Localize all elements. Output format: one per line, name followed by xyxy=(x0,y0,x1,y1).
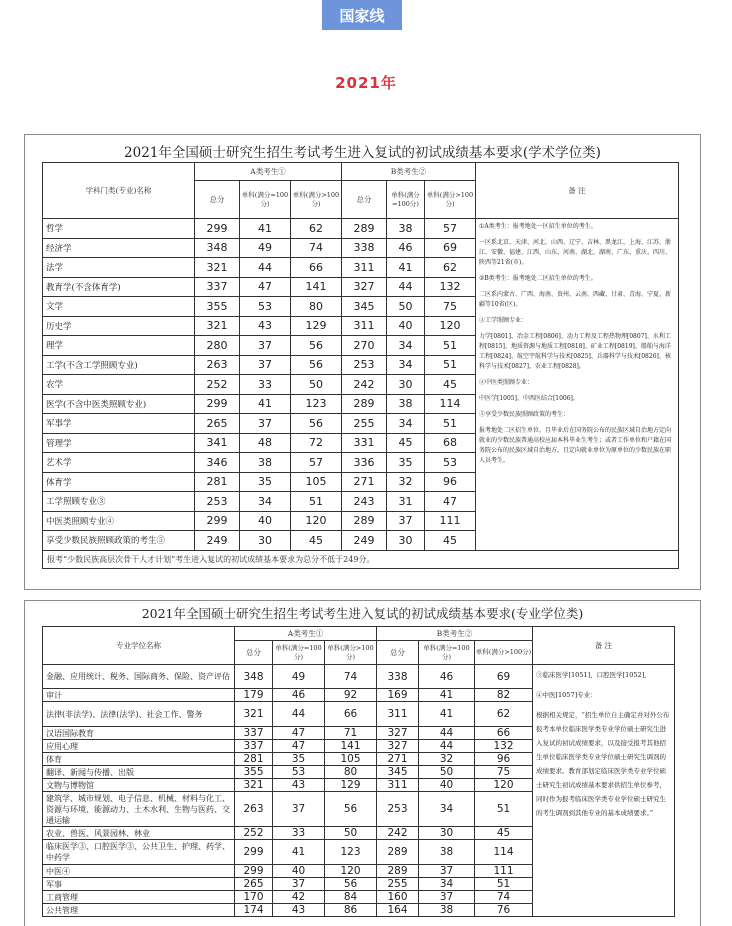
score-a-0: 265 xyxy=(195,414,240,434)
score-a-2: 129 xyxy=(325,779,377,792)
score-b-0: 311 xyxy=(342,316,387,336)
score-b-0: 243 xyxy=(342,492,387,512)
score-a-1: 34 xyxy=(240,492,291,512)
note-line: ④中医[1057]专业： xyxy=(536,691,597,699)
score-a-0: 253 xyxy=(195,492,240,512)
subject-name: 医学(不含中医类照顾专业) xyxy=(43,394,195,414)
note-line: ⑤享受少数民族照顾政策的考生： xyxy=(479,411,570,418)
score-b-0: 271 xyxy=(342,472,387,492)
score-a-0: 321 xyxy=(195,258,240,278)
score-a-0: 337 xyxy=(195,277,240,297)
score-a-2: 51 xyxy=(291,492,342,512)
score-a-0: 337 xyxy=(235,740,273,753)
subject-name: 哲学 xyxy=(43,219,195,239)
subject-name: 历史学 xyxy=(43,316,195,336)
professional-notes xyxy=(533,665,675,917)
score-a-0: 321 xyxy=(235,702,273,727)
score-b-1: 40 xyxy=(387,316,425,336)
score-b-1: 35 xyxy=(387,453,425,473)
subject-name: 享受少数民族照顾政策的考生⑤ xyxy=(43,531,195,551)
b-total-header: 总分 xyxy=(377,641,419,665)
score-a-2: 50 xyxy=(291,375,342,395)
score-a-1: 35 xyxy=(273,753,325,766)
notes-column-header: 备 注 xyxy=(533,627,675,665)
score-a-2: 123 xyxy=(291,394,342,414)
score-a-0: 280 xyxy=(195,336,240,356)
score-b-0: 289 xyxy=(342,394,387,414)
score-a-1: 42 xyxy=(273,891,325,904)
b-single-over100-header: 单科(满分>100分) xyxy=(475,641,533,665)
score-a-2: 71 xyxy=(325,727,377,740)
b-single-over100-header: 单科(满分>100分) xyxy=(425,181,476,219)
score-b-1: 41 xyxy=(387,258,425,278)
b-single100-header: 单科(满分=100分) xyxy=(419,641,475,665)
professional-table-title: 2021年全国硕士研究生招生考试考生进入复试的初试成绩基本要求(专业学位类) xyxy=(141,606,584,621)
score-a-1: 33 xyxy=(240,375,291,395)
score-b-2: 76 xyxy=(475,904,533,917)
score-b-1: 34 xyxy=(387,355,425,375)
score-a-0: 263 xyxy=(195,355,240,375)
score-b-0: 345 xyxy=(377,766,419,779)
score-a-2: 50 xyxy=(325,827,377,840)
a-total-header: 总分 xyxy=(235,641,273,665)
score-b-2: 62 xyxy=(475,702,533,727)
subject-name: 体育学 xyxy=(43,472,195,492)
academic-table-title: 2021年全国硕士研究生招生考试考生进入复试的初试成绩基本要求(学术学位类) xyxy=(124,145,601,161)
subject-name: 军事 xyxy=(43,878,235,891)
score-a-1: 37 xyxy=(273,878,325,891)
score-b-1: 38 xyxy=(419,904,475,917)
score-a-0: 299 xyxy=(195,219,240,239)
note-line: 根据相关规定，“招生单位自主确定并对外公布报考本单位临床医学类专业学位硕士研究生进入复试的初试成绩要求，以及接受报考其他招生单位临床医学类专业学位硕士研究生调剂的成绩要求。教育部划定临床医学类专业学位硕士研究生初试成绩基本要求供招生单位参考，同时作为报考临床医学类专业学位硕士研究生的考生调剂到其他专业的基本成绩要求。” xyxy=(536,711,670,817)
score-b-0: 289 xyxy=(377,840,419,865)
score-b-0: 338 xyxy=(342,238,387,258)
section-tag-national-line: 国家线 xyxy=(322,0,402,30)
score-a-1: 37 xyxy=(240,336,291,356)
score-a-2: 57 xyxy=(291,453,342,473)
score-a-0: 265 xyxy=(235,878,273,891)
note-line: 一区系北京、天津、河北、山西、辽宁、吉林、黑龙江、上海、江苏、浙江、安徽、福建、江西、山东、河南、湖北、湖南、广东、重庆、四川、陕西等21省(市)。 xyxy=(479,239,672,266)
score-b-0: 336 xyxy=(342,453,387,473)
academic-footnote: 报考“少数民族高层次骨干人才计划”考生进入复试的初试成绩基本要求为总分不低于249分。 xyxy=(43,550,679,568)
score-a-1: 33 xyxy=(273,827,325,840)
score-a-1: 37 xyxy=(240,355,291,375)
score-b-2: 132 xyxy=(475,740,533,753)
score-a-0: 355 xyxy=(235,766,273,779)
score-a-2: 120 xyxy=(291,511,342,531)
score-b-0: 327 xyxy=(377,740,419,753)
score-b-2: 57 xyxy=(425,219,476,239)
score-b-1: 38 xyxy=(387,219,425,239)
score-a-0: 252 xyxy=(235,827,273,840)
score-b-0: 311 xyxy=(342,258,387,278)
score-b-0: 253 xyxy=(342,355,387,375)
score-b-1: 30 xyxy=(387,531,425,551)
subject-name: 工学(不含工学照顾专业) xyxy=(43,355,195,375)
subject-name: 建筑学、城市规划、电子信息、机械、材料与化工、资源与环境、能源动力、土木水利、生物与医药、交通运输 xyxy=(43,792,235,827)
score-b-2: 62 xyxy=(425,258,476,278)
score-a-0: 263 xyxy=(235,792,273,827)
score-b-2: 120 xyxy=(475,779,533,792)
subject-name: 中医④ xyxy=(43,865,235,878)
note-line: ②B类考生：报考地处二区招生单位的考生。 xyxy=(479,275,597,282)
score-b-0: 270 xyxy=(342,336,387,356)
score-a-2: 84 xyxy=(325,891,377,904)
score-b-2: 45 xyxy=(425,531,476,551)
score-b-1: 32 xyxy=(387,472,425,492)
score-b-2: 45 xyxy=(475,827,533,840)
score-a-0: 355 xyxy=(195,297,240,317)
professional-score-table xyxy=(42,626,675,917)
score-b-0: 249 xyxy=(342,531,387,551)
score-a-2: 120 xyxy=(325,865,377,878)
score-b-2: 51 xyxy=(425,355,476,375)
score-b-1: 44 xyxy=(419,740,475,753)
note-line: 中医学[1005]、中西医结合[1006]。 xyxy=(479,395,579,402)
subject-name: 理学 xyxy=(43,336,195,356)
subject-name: 军事学 xyxy=(43,414,195,434)
score-b-1: 50 xyxy=(387,297,425,317)
b-single100-header: 单科(满分=100分) xyxy=(387,181,425,219)
note-line: ③工学照顾专业： xyxy=(479,317,528,324)
footnote-row xyxy=(43,550,679,568)
score-a-2: 66 xyxy=(325,702,377,727)
score-a-1: 47 xyxy=(273,740,325,753)
score-a-1: 37 xyxy=(273,792,325,827)
score-a-0: 321 xyxy=(195,316,240,336)
score-b-2: 75 xyxy=(475,766,533,779)
subject-name: 公共管理 xyxy=(43,904,235,917)
score-b-2: 47 xyxy=(425,492,476,512)
score-a-2: 141 xyxy=(325,740,377,753)
score-a-1: 40 xyxy=(273,865,325,878)
score-b-0: 331 xyxy=(342,433,387,453)
score-a-0: 341 xyxy=(195,433,240,453)
score-a-2: 62 xyxy=(291,219,342,239)
score-b-1: 30 xyxy=(419,827,475,840)
score-b-0: 255 xyxy=(342,414,387,434)
score-a-0: 348 xyxy=(195,238,240,258)
score-b-0: 338 xyxy=(377,665,419,689)
score-a-1: 44 xyxy=(240,258,291,278)
subject-name: 农学 xyxy=(43,375,195,395)
score-a-2: 86 xyxy=(325,904,377,917)
score-a-2: 74 xyxy=(325,665,377,689)
score-b-0: 242 xyxy=(377,827,419,840)
note-line: 二区系内蒙古、广西、海南、贵州、云南、西藏、甘肃、青海、宁夏、新疆等10省(区)。 xyxy=(479,291,672,308)
score-b-2: 75 xyxy=(425,297,476,317)
score-a-0: 249 xyxy=(195,531,240,551)
score-a-2: 92 xyxy=(325,689,377,702)
score-b-2: 96 xyxy=(425,472,476,492)
score-b-1: 32 xyxy=(419,753,475,766)
score-b-1: 44 xyxy=(387,277,425,297)
score-a-1: 47 xyxy=(273,727,325,740)
score-a-2: 66 xyxy=(291,258,342,278)
score-a-2: 105 xyxy=(291,472,342,492)
academic-degree-panel xyxy=(24,134,701,590)
score-a-1: 53 xyxy=(273,766,325,779)
score-b-1: 46 xyxy=(419,665,475,689)
major-column-header: 专业学位名称 xyxy=(43,627,235,665)
score-a-2: 129 xyxy=(291,316,342,336)
score-b-1: 37 xyxy=(419,891,475,904)
note-line: ④中医类照顾专业： xyxy=(479,379,534,386)
score-b-0: 289 xyxy=(342,219,387,239)
score-a-1: 43 xyxy=(273,779,325,792)
subject-name: 法律(非法学)、法律(法学)、社会工作、警务 xyxy=(43,702,235,727)
b-class-header: B类考生② xyxy=(377,627,533,641)
subject-name: 临床医学③、口腔医学③、公共卫生、护理、药学、中药学 xyxy=(43,840,235,865)
note-line: ①A类考生：报考地处一区招生单位的考生。 xyxy=(479,223,597,230)
score-a-2: 56 xyxy=(325,878,377,891)
score-b-0: 289 xyxy=(342,511,387,531)
a-class-header: A类考生① xyxy=(235,627,377,641)
professional-degree-panel xyxy=(24,600,701,926)
score-b-1: 34 xyxy=(387,414,425,434)
score-a-2: 45 xyxy=(291,531,342,551)
score-b-1: 31 xyxy=(387,492,425,512)
score-a-1: 41 xyxy=(273,840,325,865)
subject-name: 文学 xyxy=(43,297,195,317)
score-b-1: 37 xyxy=(419,865,475,878)
score-b-2: 74 xyxy=(475,891,533,904)
score-b-0: 164 xyxy=(377,904,419,917)
score-b-1: 44 xyxy=(419,727,475,740)
score-a-1: 41 xyxy=(240,219,291,239)
year-heading: 2021年 xyxy=(335,74,397,92)
score-b-1: 37 xyxy=(387,511,425,531)
score-b-1: 34 xyxy=(419,792,475,827)
score-b-1: 40 xyxy=(419,779,475,792)
a-single100-header: 单科(满分=100分) xyxy=(240,181,291,219)
score-a-0: 170 xyxy=(235,891,273,904)
academic-score-table xyxy=(42,162,679,569)
score-a-2: 56 xyxy=(291,355,342,375)
score-b-2: 53 xyxy=(425,453,476,473)
score-b-1: 34 xyxy=(419,878,475,891)
subject-name: 经济学 xyxy=(43,238,195,258)
score-a-0: 346 xyxy=(195,453,240,473)
score-b-0: 242 xyxy=(342,375,387,395)
score-b-1: 30 xyxy=(387,375,425,395)
score-b-2: 45 xyxy=(425,375,476,395)
score-a-0: 281 xyxy=(235,753,273,766)
score-b-2: 66 xyxy=(475,727,533,740)
score-b-2: 111 xyxy=(475,865,533,878)
score-a-1: 38 xyxy=(240,453,291,473)
score-a-2: 80 xyxy=(325,766,377,779)
table-row xyxy=(43,665,675,689)
score-b-0: 345 xyxy=(342,297,387,317)
b-class-header: B类考生② xyxy=(342,163,476,181)
subject-name: 中医类照顾专业④ xyxy=(43,511,195,531)
a-total-header: 总分 xyxy=(195,181,240,219)
score-b-1: 45 xyxy=(387,433,425,453)
score-a-0: 299 xyxy=(195,394,240,414)
subject-name: 农业、兽医、风景园林、林业 xyxy=(43,827,235,840)
subject-name: 工商管理 xyxy=(43,891,235,904)
score-a-0: 299 xyxy=(195,511,240,531)
score-b-1: 38 xyxy=(419,840,475,865)
score-b-2: 82 xyxy=(475,689,533,702)
b-total-header: 总分 xyxy=(342,181,387,219)
subject-name: 审计 xyxy=(43,689,235,702)
score-b-2: 51 xyxy=(475,878,533,891)
score-a-0: 321 xyxy=(235,779,273,792)
score-a-1: 37 xyxy=(240,414,291,434)
score-a-0: 281 xyxy=(195,472,240,492)
score-b-0: 327 xyxy=(342,277,387,297)
score-a-1: 48 xyxy=(240,433,291,453)
note-line: 报考地处二区招生单位，且毕业后在国务院公布的民族区域自治地方定向就业的少数民族普通高校应届本科毕业生考生；或者工作单位和户籍在国务院公布的民族区域自治地方，且定向就业单位为原单位的少数民族在职人员考生。 xyxy=(479,427,672,464)
score-b-2: 120 xyxy=(425,316,476,336)
subject-name: 艺术学 xyxy=(43,453,195,473)
subject-name: 金融、应用统计、税务、国际商务、保险、资产评估 xyxy=(43,665,235,689)
score-b-1: 34 xyxy=(387,336,425,356)
score-b-2: 51 xyxy=(425,414,476,434)
score-a-0: 337 xyxy=(235,727,273,740)
score-b-1: 46 xyxy=(387,238,425,258)
score-a-1: 30 xyxy=(240,531,291,551)
score-a-2: 72 xyxy=(291,433,342,453)
a-single-over100-header: 单科(满分>100分) xyxy=(291,181,342,219)
score-a-2: 56 xyxy=(291,414,342,434)
score-a-1: 47 xyxy=(240,277,291,297)
a-single-over100-header: 单科(满分>100分) xyxy=(325,641,377,665)
score-b-2: 51 xyxy=(475,792,533,827)
score-b-0: 327 xyxy=(377,727,419,740)
score-b-2: 114 xyxy=(425,394,476,414)
score-b-2: 68 xyxy=(425,433,476,453)
score-b-2: 51 xyxy=(425,336,476,356)
subject-name: 应用心理 xyxy=(43,740,235,753)
score-b-0: 169 xyxy=(377,689,419,702)
score-b-0: 160 xyxy=(377,891,419,904)
academic-notes xyxy=(476,219,679,551)
score-a-2: 105 xyxy=(325,753,377,766)
score-b-0: 253 xyxy=(377,792,419,827)
score-a-1: 46 xyxy=(273,689,325,702)
score-b-2: 69 xyxy=(475,665,533,689)
score-b-2: 132 xyxy=(425,277,476,297)
a-class-header: A类考生① xyxy=(195,163,342,181)
subject-name: 法学 xyxy=(43,258,195,278)
score-b-1: 50 xyxy=(419,766,475,779)
score-a-0: 174 xyxy=(235,904,273,917)
score-b-2: 96 xyxy=(475,753,533,766)
note-line: 力学[0801]、冶金工程[0806]、动力工程及工程热物理[0807]、水利工程[0815]、地质资源与地质工程[0818]、矿业工程[0819]、船舶与海洋工程[0824]、航空宇航科学与技术[0825]、兵器科学与技术[0826]、核科学与技术[0827]、农业工程[0828]。 xyxy=(479,333,671,370)
notes-column-header: 备 注 xyxy=(476,163,679,219)
score-a-1: 43 xyxy=(240,316,291,336)
subject-name: 翻译、新闻与传播、出版 xyxy=(43,766,235,779)
score-a-0: 252 xyxy=(195,375,240,395)
score-b-2: 69 xyxy=(425,238,476,258)
score-a-0: 299 xyxy=(235,840,273,865)
score-b-1: 41 xyxy=(419,689,475,702)
subject-name: 体育 xyxy=(43,753,235,766)
score-a-1: 35 xyxy=(240,472,291,492)
score-a-1: 41 xyxy=(240,394,291,414)
score-a-1: 49 xyxy=(240,238,291,258)
score-a-0: 348 xyxy=(235,665,273,689)
score-a-0: 299 xyxy=(235,865,273,878)
score-a-2: 56 xyxy=(325,792,377,827)
score-b-0: 289 xyxy=(377,865,419,878)
subject-column-header: 学科门类(专业)名称 xyxy=(43,163,195,219)
score-b-0: 271 xyxy=(377,753,419,766)
subject-name: 文物与博物馆 xyxy=(43,779,235,792)
score-b-1: 38 xyxy=(387,394,425,414)
a-single100-header: 单科(满分=100分) xyxy=(273,641,325,665)
score-a-2: 141 xyxy=(291,277,342,297)
score-b-1: 41 xyxy=(419,702,475,727)
score-a-2: 80 xyxy=(291,297,342,317)
score-a-1: 44 xyxy=(273,702,325,727)
score-a-1: 43 xyxy=(273,904,325,917)
subject-name: 教育学(不含体育学) xyxy=(43,277,195,297)
score-b-0: 311 xyxy=(377,702,419,727)
score-a-2: 123 xyxy=(325,840,377,865)
note-line: ③临床医学[1051]、口腔医学[1052]、 xyxy=(536,671,651,679)
score-a-0: 179 xyxy=(235,689,273,702)
score-a-1: 40 xyxy=(240,511,291,531)
score-b-0: 311 xyxy=(377,779,419,792)
score-a-2: 74 xyxy=(291,238,342,258)
score-b-2: 111 xyxy=(425,511,476,531)
score-a-2: 56 xyxy=(291,336,342,356)
score-b-2: 114 xyxy=(475,840,533,865)
score-b-0: 255 xyxy=(377,878,419,891)
score-a-1: 53 xyxy=(240,297,291,317)
subject-name: 汉语国际教育 xyxy=(43,727,235,740)
table-row xyxy=(43,219,679,239)
score-a-1: 49 xyxy=(273,665,325,689)
subject-name: 工学照顾专业③ xyxy=(43,492,195,512)
subject-name: 管理学 xyxy=(43,433,195,453)
